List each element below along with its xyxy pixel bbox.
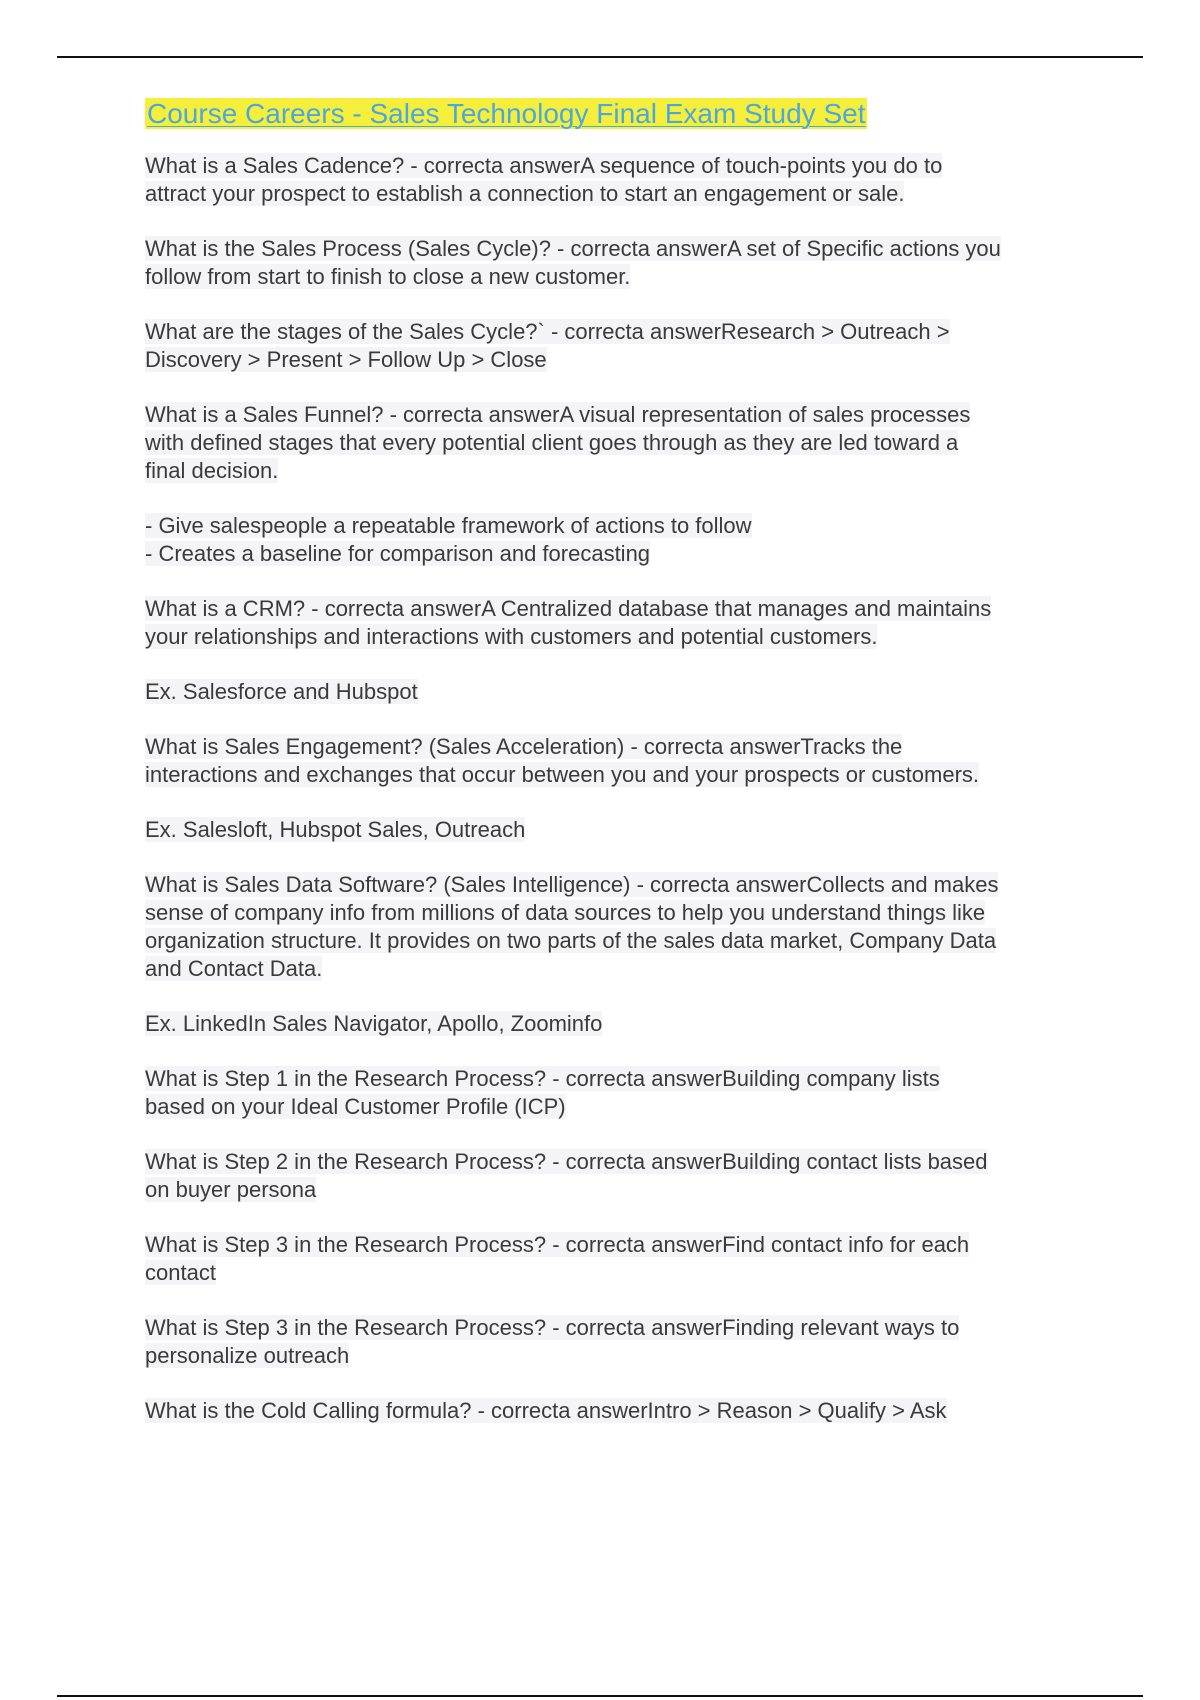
text-line	[145, 1231, 1085, 1259]
text-line-content: Ex. LinkedIn Sales Navigator, Apollo, Zoominfo	[145, 1011, 603, 1036]
document-title[interactable]	[145, 96, 867, 132]
text-line-content: contact	[145, 1260, 216, 1285]
text-line	[145, 733, 1085, 761]
text-line-content: What is the Sales Process (Sales Cycle)? - correcta answerA set of Specific actions you	[145, 236, 1001, 261]
qa-paragraph	[145, 678, 1085, 706]
qa-list	[145, 152, 1085, 1425]
qa-paragraph	[145, 318, 1085, 374]
text-line	[145, 1148, 1085, 1176]
qa-paragraph	[145, 1010, 1085, 1038]
text-line	[145, 955, 1085, 983]
qa-paragraph	[145, 871, 1085, 983]
text-line	[145, 540, 1085, 568]
text-line-content: What is Step 3 in the Research Process? - correcta answerFinding relevant ways to	[145, 1315, 960, 1340]
text-line	[145, 816, 1085, 844]
text-line	[145, 457, 1085, 485]
qa-paragraph	[145, 1314, 1085, 1370]
qa-paragraph	[145, 1397, 1085, 1425]
text-line	[145, 1397, 1085, 1425]
text-line-content: What is Sales Data Software? (Sales Intelligence) - correcta answerCollects and makes	[145, 872, 999, 897]
text-line-content: your relationships and interactions with customers and potential customers.	[145, 624, 878, 649]
qa-paragraph	[145, 816, 1085, 844]
text-line-content: What are the stages of the Sales Cycle?` - correcta answerResearch > Outreach >	[145, 319, 950, 344]
qa-paragraph	[145, 235, 1085, 291]
text-line-content: with defined stages that every potential client goes through as they are led toward a	[145, 430, 959, 455]
text-line	[145, 595, 1085, 623]
text-line-content: final decision.	[145, 458, 279, 483]
text-line	[145, 1314, 1085, 1342]
text-line-content: What is Step 2 in the Research Process? - correcta answerBuilding contact lists based	[145, 1149, 988, 1174]
text-line	[145, 180, 1085, 208]
text-line	[145, 235, 1085, 263]
text-line-content: - Give salespeople a repeatable framework of actions to follow	[145, 513, 752, 538]
qa-paragraph	[145, 1148, 1085, 1204]
text-line-content: and Contact Data.	[145, 956, 323, 981]
qa-paragraph	[145, 401, 1085, 485]
text-line	[145, 263, 1085, 291]
text-line	[145, 152, 1085, 180]
text-line-content: Discovery > Present > Follow Up > Close	[145, 347, 547, 372]
text-line-content: What is the Cold Calling formula? - correcta answerIntro > Reason > Qualify > Ask	[145, 1398, 947, 1423]
text-line-content: interactions and exchanges that occur between you and your prospects or customers.	[145, 762, 980, 787]
bottom-rule	[57, 1695, 1143, 1697]
text-line	[145, 1176, 1085, 1204]
document-title-text: Course Careers - Sales Technology Final Exam Study Set	[147, 98, 866, 129]
text-line	[145, 927, 1085, 955]
text-line	[145, 678, 1085, 706]
text-line-content: organization structure. It provides on two parts of the sales data market, Company Data	[145, 928, 997, 953]
text-line-content: What is Step 1 in the Research Process? - correcta answerBuilding company lists	[145, 1066, 940, 1091]
qa-paragraph	[145, 1231, 1085, 1287]
text-line-content: Ex. Salesloft, Hubspot Sales, Outreach	[145, 817, 526, 842]
text-line	[145, 1093, 1085, 1121]
top-rule	[57, 56, 1143, 58]
text-line	[145, 1342, 1085, 1370]
text-line-content: What is a Sales Funnel? - correcta answerA visual representation of sales processes	[145, 402, 971, 427]
text-line-content: follow from start to finish to close a new customer.	[145, 264, 631, 289]
document-body	[145, 96, 1085, 1452]
text-line-content: What is a Sales Cadence? - correcta answerA sequence of touch-points you do to	[145, 153, 943, 178]
text-line	[145, 318, 1085, 346]
text-line-content: sense of company info from millions of data sources to help you understand things like	[145, 900, 986, 925]
text-line	[145, 899, 1085, 927]
text-line	[145, 1259, 1085, 1287]
qa-paragraph	[145, 512, 1085, 568]
text-line	[145, 623, 1085, 651]
text-line-content: - Creates a baseline for comparison and forecasting	[145, 541, 651, 566]
text-line-content: What is Step 3 in the Research Process? - correcta answerFind contact info for each	[145, 1232, 970, 1257]
text-line-content: on buyer persona	[145, 1177, 317, 1202]
text-line	[145, 401, 1085, 429]
qa-paragraph	[145, 733, 1085, 789]
text-line	[145, 346, 1085, 374]
text-line-content: based on your Ideal Customer Profile (ICP)	[145, 1094, 566, 1119]
text-line	[145, 1065, 1085, 1093]
text-line	[145, 761, 1085, 789]
qa-paragraph	[145, 1065, 1085, 1121]
qa-paragraph	[145, 152, 1085, 208]
text-line-content: Ex. Salesforce and Hubspot	[145, 679, 418, 704]
text-line	[145, 512, 1085, 540]
qa-paragraph	[145, 595, 1085, 651]
text-line	[145, 1010, 1085, 1038]
text-line-content: What is a CRM? - correcta answerA Centralized database that manages and maintains	[145, 596, 992, 621]
text-line	[145, 429, 1085, 457]
text-line-content: personalize outreach	[145, 1343, 350, 1368]
text-line-content: What is Sales Engagement? (Sales Acceleration) - correcta answerTracks the	[145, 734, 903, 759]
text-line	[145, 871, 1085, 899]
text-line-content: attract your prospect to establish a connection to start an engagement or sale.	[145, 181, 905, 206]
